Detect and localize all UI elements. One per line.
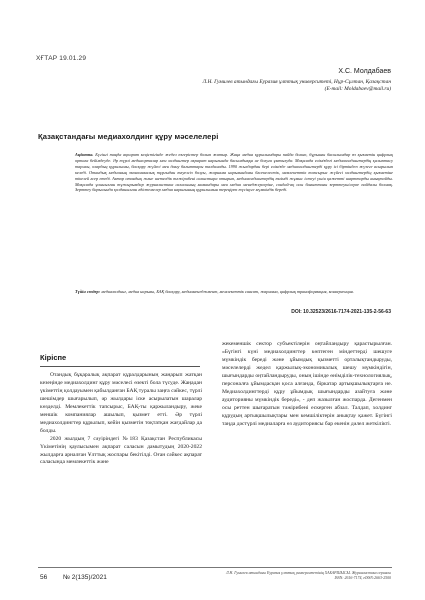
body-paragraph: 2020 жылдың 7 сәуіріндегі №183 Қазақстан Республикасы Үкіметінің қаулысымен ақпарат саласын дамытудың 2020-2022 жылдарға арналған Ұлттық жоспары бекітілді. Оған сәйкес ақпарат саласында мемлекеттік және	[40, 435, 202, 466]
issue-number: № 2(135)/2021	[63, 574, 107, 581]
journal-info	[191, 571, 391, 582]
body-column-right	[222, 341, 392, 428]
keywords-text: медиахолдинг, медиа нарығы, БАҚ басқару, медиаменеджмент, мемлекеттік саясат, жарнама, цифрлық трансформация, конвергенция.	[101, 289, 354, 294]
keywords-label: Түйін сөздер:	[75, 289, 101, 294]
journal-issn: ISSN: 2616-7174, eISSN:2663-2500	[334, 576, 391, 581]
article-title: Қазақстандағы медиахолдинг құру мәселелері	[38, 132, 219, 141]
footer-divider	[38, 567, 392, 568]
author-affiliation-block	[91, 79, 391, 94]
abstract-label: Аңдатпа.	[75, 152, 94, 157]
classification-code: ХҒТАР 19.01.29	[36, 55, 87, 62]
author-name: Х.С. Молдабаев	[338, 68, 391, 75]
abstract-text: Бүгінгі таңда ақпарат кеңістігінде жедел өзгерістер болып жатыр. Жаңа медиа құрылымдары пайда болып, бұрынғы басылымдар өз қызметін цифрлық ортаға бейімдеуде. Әр түрлі медиаорталар мен холдингтер ақпарат нарығында басымдыққа ие болуға ұмтылуда. Мақалада еліміздегі медиахолдингтердің қалыптасу тарихы, олардың құрылымы, басқару жүйесі мен даму бағыттары талданады. 1990 жылдардан бері елімізде медиахолдингтерді құру ісі біртіндеп жүзеге асырылып келеді. Отандық медианың экономикалық тұрғыдан тәуелсіз болуы, жарнама нарығындағы бәсекелестік, мемлекеттік тапсырыс жүйесі холдингтердің қызметіне тікелей әсер етеді. Автор отандық және шетелдік тәжірибені салыстыра отырып, медиахолдингтердің тиімді жұмыс істеуі үшін қажетті шарттарды анықтайды. Мақалада ұсынылған тұжырымдар журналистика саласының мамандары мен медиа менеджерлеріне, сондай-ақ осы бағыттағы зерттеушілерге пайдалы болмақ. Зерттеу барысында қолданылған әдістемелер медиа нарығының құрылымын тереңірек түсінуге мүмкіндік береді.	[75, 152, 393, 193]
journal-name: Л.Н. Гумилев атындағы Еуразия ұлттық университетінің ХАБАРШЫСЫ. Журналистика сериясы	[225, 571, 391, 575]
section-heading-intro: Кіріспе	[40, 353, 67, 362]
section-divider	[40, 366, 200, 367]
body-column-left	[40, 372, 202, 467]
doi[interactable]: DOI: 10.32523/2616-7174-2021-135-2-56-63	[291, 309, 391, 315]
author-email: (E-mail: Moldabaev@mail.ru)	[324, 86, 391, 93]
abstract	[75, 152, 393, 193]
keywords	[75, 289, 393, 295]
author-affiliation: Л.Н. Гумилев атындағы Еуразия ұлттық университеті, Нұр-Сұлтан, Қазақстан	[202, 79, 391, 85]
body-paragraph: жекеменшік сектор субъектілерін оңтайландыру қарастырылған. «Бүгінгі күні медиахолдингтер көптеген міндеттерді шешуге мүмкіндік береді және ұйымдық қызметті орталықтандыруды, мәселелерді жедел қаржылық-экономикалық шешу мүмкіндігін, шығындарды оңтайландыруды, оның ішінде өнімділік-технологиялық, персоналға ұйымдасқан қоса алғанда, біркатар артықшылықтарға не. Медиахолдингтерді құру ұйымдық шығындарды азайтуға және аудиторияны мүмкіндік береді», - деп жазылған жоспарда. Дегенмен осы реттен шығаратын тәжірибені ескерген абзал. Талдап, холдинг құрудың артықшылықтары мен кемшіліктерін анықтау қажет. Бүгінгі таңда дәстүрлі медиаларға өз аудиториясы бар екенін дәлел жеткілікті.	[222, 341, 392, 427]
page-number: 56	[40, 574, 48, 581]
body-paragraph: Отандық бұқаралық ақпарат құралдарының жаңарып жатқан кезеңінде медиахолдинг құру мәселесі өзекті бола түсуде. Жаңадан үкіметтің қолдауымен қабылданған БАҚ туралы заңға сәйкес, түрлі шешімдер шығарылып, әр жылдары іске асырылатын шаралар көзделді. Мемлекеттік тапсырыс, БАҚ-ты қаржыландыру, жеке меншік компаниялар ашылып, қызмет етті. Әр түрлі медиахолдингтер құрылып, кейін қызметін тоқтатқан жағдайлар да болды.	[40, 372, 202, 434]
